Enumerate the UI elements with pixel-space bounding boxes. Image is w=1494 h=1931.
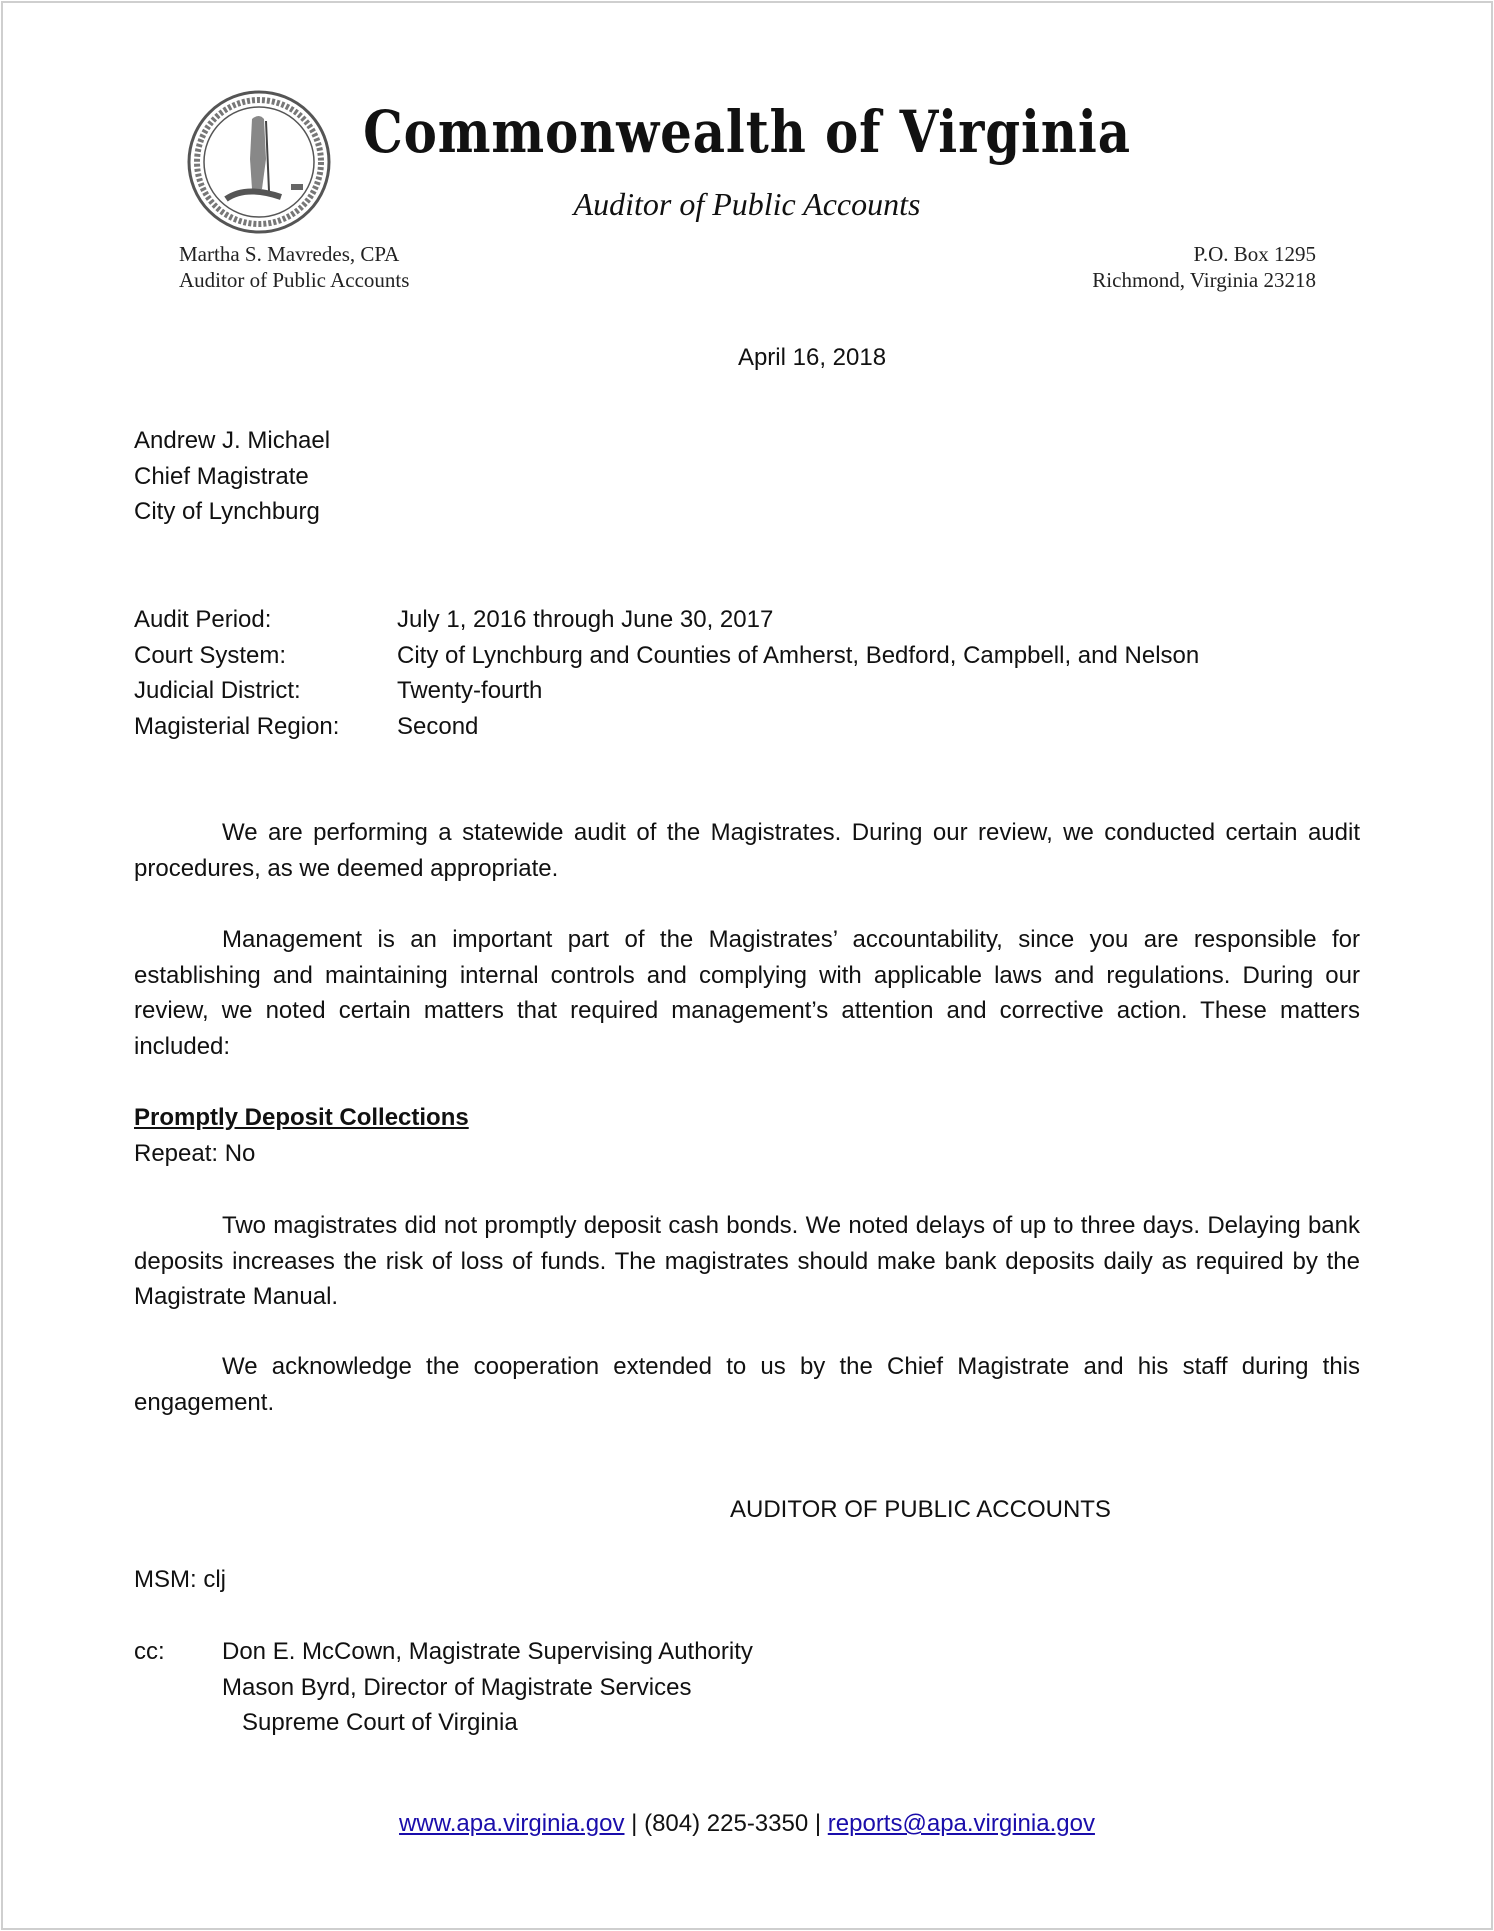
footer [0, 1806, 1494, 1842]
website-link[interactable]: www.apa.virginia.gov [399, 1810, 625, 1837]
city-state-zip: Richmond, Virginia 23218 [1092, 268, 1316, 292]
audit-details [134, 602, 1199, 745]
paragraph-intro: We are performing a statewide audit of the Magistrates. During our review, we conducted certain audit procedures, as we deemed appropriate. [134, 819, 1360, 882]
footer-separator: | [814, 1810, 822, 1837]
auditor-name-block [179, 241, 409, 293]
cc-list [222, 1634, 753, 1741]
detail-value: July 1, 2016 through June 30, 2017 [397, 606, 774, 633]
signature: AUDITOR OF PUBLIC ACCOUNTS [730, 1496, 1111, 1523]
detail-value: Twenty-fourth [397, 677, 543, 705]
recipient-block [134, 423, 330, 530]
finding-heading: Promptly Deposit Collections [134, 1104, 469, 1131]
detail-label: Judicial District: [134, 677, 301, 705]
detail-row [134, 709, 1199, 745]
cc-recipient-org: Supreme Court of Virginia [242, 1709, 518, 1737]
recipient-locality: City of Lynchburg [134, 498, 320, 526]
finding-text: Two magistrates did not promptly deposit cash bonds. We noted delays of up to three days. Delaying bank deposits increases the risk of loss of funds. The magistrates should make bank deposits daily as required by the Magistrate Manual. [134, 1212, 1360, 1311]
detail-row [134, 673, 1199, 709]
detail-row [134, 602, 1199, 638]
paragraph-management: Management is an important part of the Magistrates’ accountability, since you are responsible for establishing and maintaining internal controls and complying with applicable laws and regulations. During our review, we noted certain matters that required management’s attention and corrective action. These matters included: [134, 926, 1360, 1061]
detail-value: City of Lynchburg and Counties of Amherst, Bedford, Campbell, and Nelson [397, 641, 1200, 669]
detail-row [134, 638, 1199, 674]
letter-date: April 16, 2018 [737, 344, 887, 371]
auditor-title: Auditor of Public Accounts [179, 268, 410, 292]
finding-header [134, 1100, 469, 1171]
detail-label: Magisterial Region: [134, 713, 340, 741]
email-link[interactable]: reports@apa.virginia.gov [827, 1810, 1095, 1837]
closing-paragraph: We acknowledge the cooperation extended to us by the Chief Magistrate and his staff during this engagement. [134, 1353, 1360, 1416]
footer-separator: | [631, 1810, 638, 1837]
detail-value: Second [397, 713, 479, 741]
cc-recipient: Mason Byrd, Director of Magistrate Services [222, 1673, 692, 1701]
cc-label: cc: [134, 1638, 165, 1665]
auditor-name: Martha S. Mavredes, CPA [179, 242, 400, 266]
letterhead-subtitle: Auditor of Public Accounts [573, 186, 921, 222]
detail-label: Court System: [134, 641, 287, 669]
finding-repeat-status: Repeat: No [134, 1139, 256, 1167]
initials: MSM: clj [134, 1566, 226, 1593]
cc-recipient: Don E. McCown, Magistrate Supervising Authority [222, 1638, 753, 1665]
po-box: P.O. Box 1295 [1193, 242, 1316, 266]
phone-number: (804) 225-3350 [644, 1810, 809, 1837]
detail-label: Audit Period: [134, 606, 272, 633]
recipient-name: Andrew J. Michael [134, 427, 331, 454]
letterhead-title: Commonwealth of Virginia [363, 98, 1131, 166]
mailing-address [1092, 241, 1316, 293]
recipient-title: Chief Magistrate [134, 462, 309, 490]
